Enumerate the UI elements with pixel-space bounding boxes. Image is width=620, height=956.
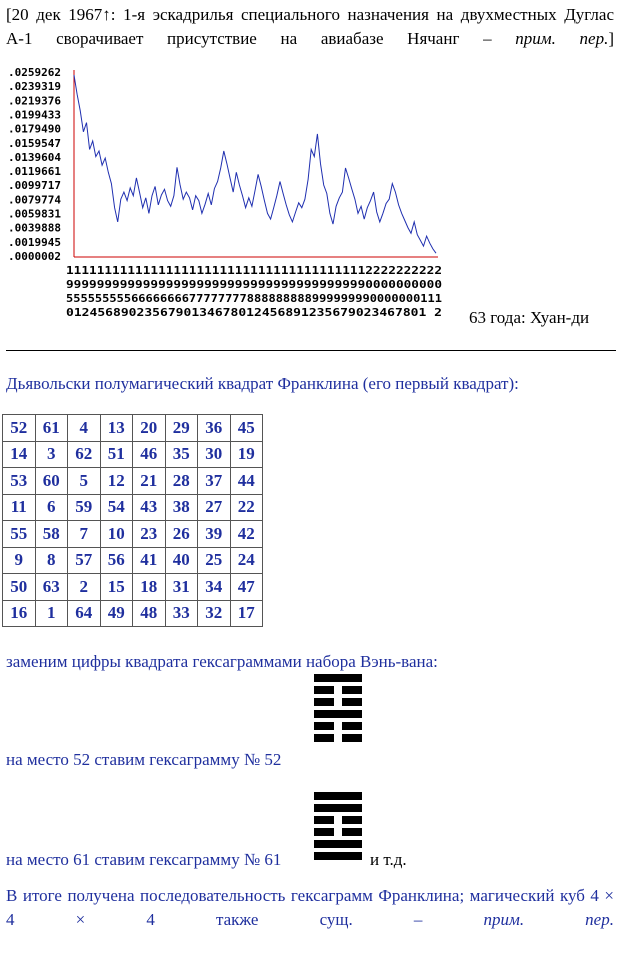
horizontal-divider [6, 350, 616, 351]
table-cell: 11 [3, 494, 36, 521]
table-cell: 24 [230, 547, 263, 574]
table-cell: 55 [3, 521, 36, 548]
table-cell: 36 [198, 415, 231, 442]
y-tick-label: .0199433 [8, 108, 61, 122]
table-cell: 47 [230, 574, 263, 601]
table-cell: 38 [165, 494, 198, 521]
final-note-text: В итоге получена последовательность гексаграмм Франклина; магический куб 4 × 4 × 4 также сущ. – [6, 886, 614, 929]
solid-line [314, 804, 362, 812]
x-tick-row: 0124568902356790134678012456891235679023467801 2 [66, 306, 442, 319]
y-tick-label: .0079774 [8, 193, 61, 207]
table-cell: 64 [68, 600, 101, 627]
table-cell: 26 [165, 521, 198, 548]
y-tick-label: .0219376 [8, 94, 61, 108]
table-cell: 20 [133, 415, 166, 442]
table-cell: 44 [230, 468, 263, 495]
table-cell: 4 [68, 415, 101, 442]
y-tick-label: .0239319 [8, 80, 61, 94]
final-note [6, 884, 614, 956]
table-cell: 53 [3, 468, 36, 495]
table-cell: 9 [3, 547, 36, 574]
hexagram-61-icon [314, 792, 362, 864]
table-cell: 63 [35, 574, 68, 601]
series-line [74, 75, 436, 253]
y-tick-label: .0139604 [8, 150, 61, 164]
table-cell: 57 [68, 547, 101, 574]
table-cell: 62 [68, 441, 101, 468]
broken-line [314, 816, 362, 824]
table-cell: 6 [35, 494, 68, 521]
table-cell: 33 [165, 600, 198, 627]
table-cell: 41 [133, 547, 166, 574]
table-cell: 3 [35, 441, 68, 468]
franklin-square-table [2, 414, 263, 627]
table-cell: 15 [100, 574, 133, 601]
top-note-italic: прим. пер. [515, 29, 609, 48]
line-chart [6, 64, 454, 326]
broken-line [314, 734, 362, 742]
table-cell: 61 [35, 415, 68, 442]
solid-line [314, 792, 362, 800]
place-52-line: на место 52 ставим гексаграмму № 52 [6, 750, 282, 769]
table-cell: 58 [35, 521, 68, 548]
table-cell: 42 [230, 521, 263, 548]
table-row [3, 574, 263, 601]
solid-line [314, 710, 362, 718]
table-cell: 19 [230, 441, 263, 468]
table-row [3, 468, 263, 495]
broken-line [314, 698, 362, 706]
table-cell: 46 [133, 441, 166, 468]
table-row [3, 415, 263, 442]
solid-line [314, 840, 362, 848]
y-tick-label: .0039888 [8, 221, 61, 235]
table-cell: 1 [35, 600, 68, 627]
solid-line [314, 852, 362, 860]
table-cell: 14 [3, 441, 36, 468]
table-cell: 45 [230, 415, 263, 442]
table-cell: 5 [68, 468, 101, 495]
table-cell: 13 [100, 415, 133, 442]
x-tick-row: 5555555556666666677777777888888888999999990000000111 [66, 292, 443, 305]
table-cell: 28 [165, 468, 198, 495]
y-tick-label: .0000002 [8, 250, 61, 263]
table-cell: 32 [198, 600, 231, 627]
y-tick-label: .0099717 [8, 179, 61, 193]
top-note-text: [20 дек 1967↑: 1-я эскадрилья специального назначения на двухместных Дуглас А-1 сворачивает присутствие на авиабазе Нячанг – [6, 5, 614, 48]
table-cell: 43 [133, 494, 166, 521]
table-cell: 34 [198, 574, 231, 601]
table-cell: 17 [230, 600, 263, 627]
table-cell: 8 [35, 547, 68, 574]
broken-line [314, 722, 362, 730]
table-cell: 2 [68, 574, 101, 601]
table-cell: 18 [133, 574, 166, 601]
chart-caption: 63 года: Хуан-ди [469, 308, 590, 327]
etc-text: и т.д. [370, 850, 407, 869]
broken-line [314, 686, 362, 694]
table-cell: 56 [100, 547, 133, 574]
table-row [3, 494, 263, 521]
broken-line [314, 828, 362, 836]
table-cell: 12 [100, 468, 133, 495]
table-cell: 10 [100, 521, 133, 548]
table-cell: 7 [68, 521, 101, 548]
table-cell: 52 [3, 415, 36, 442]
table-cell: 59 [68, 494, 101, 521]
table-cell: 30 [198, 441, 231, 468]
table-cell: 40 [165, 547, 198, 574]
y-tick-label: .0259262 [8, 66, 61, 79]
table-cell: 31 [165, 574, 198, 601]
table-cell: 35 [165, 441, 198, 468]
table-cell: 22 [230, 494, 263, 521]
x-tick-row: 9999999999999999999999999999999999999990000000000 [66, 278, 442, 291]
hexagram-52-icon [314, 674, 362, 746]
table-cell: 16 [3, 600, 36, 627]
table-row [3, 441, 263, 468]
table-cell: 54 [100, 494, 133, 521]
table-cell: 29 [165, 415, 198, 442]
y-tick-label: .0159547 [8, 136, 61, 150]
table-cell: 48 [133, 600, 166, 627]
y-tick-label: .0019945 [8, 235, 61, 249]
table-cell: 25 [198, 547, 231, 574]
square-heading: Дьявольски полумагический квадрат Франклина (его первый квадрат): [6, 374, 519, 393]
y-tick-label: .0059831 [8, 207, 61, 221]
table-cell: 23 [133, 521, 166, 548]
y-tick-label: .0179490 [8, 122, 61, 136]
x-tick-row: 1111111111111111111111111111111111111112222222222 [66, 264, 442, 277]
replace-line: заменим цифры квадрата гексаграммами набора Вэнь-вана: [6, 652, 438, 671]
final-note-italic: прим. пер. [483, 910, 614, 929]
table-row [3, 600, 263, 627]
table-cell: 49 [100, 600, 133, 627]
solid-line [314, 674, 362, 682]
table-row [3, 547, 263, 574]
table-cell: 39 [198, 521, 231, 548]
y-tick-label: .0119661 [8, 165, 61, 179]
table-cell: 37 [198, 468, 231, 495]
top-note-close: ] [608, 29, 614, 48]
place-61-line: на место 61 ставим гексаграмму № 61 [6, 850, 282, 869]
table-cell: 51 [100, 441, 133, 468]
table-row [3, 521, 263, 548]
table-cell: 27 [198, 494, 231, 521]
table-cell: 60 [35, 468, 68, 495]
table-cell: 50 [3, 574, 36, 601]
table-cell: 21 [133, 468, 166, 495]
